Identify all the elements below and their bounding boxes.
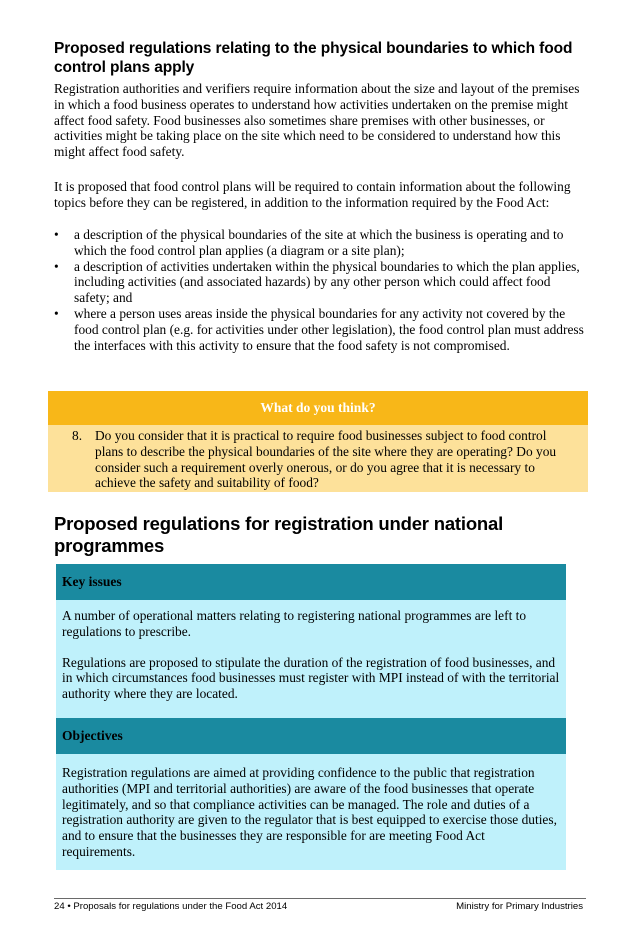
- footer-divider: [54, 898, 586, 899]
- bullet-text: a description of activities undertaken within the physical boundaries to which the plan applies, including activities (and associated hazards) by any other person which could affect food safety; and: [74, 258, 580, 306]
- paragraph-proposal-intro: It is proposed that food control plans will be required to contain information about the following topics before they can be registered, in addition to the information required by the Food Act:: [54, 179, 571, 210]
- bullet-text: a description of the physical boundaries of the site at which the business is operating and to which the food control plan applies (a diagram or a site plan);: [74, 227, 564, 258]
- consultation-question: [72, 428, 578, 491]
- key-issues-paragraph: Regulations are proposed to stipulate the duration of the registration of food businesses, and in which circumstances food businesses must register with MPI instead of with the territorial authority where they are located.: [62, 654, 560, 702]
- footer-page-info: 24 • Proposals for regulations under the Food Act 2014: [54, 901, 288, 912]
- what-do-you-think-box: [48, 425, 588, 492]
- bullet-item: [54, 259, 586, 306]
- bullet-item: [54, 227, 586, 259]
- bullet-symbol: •: [54, 227, 59, 242]
- bullet-text: where a person uses areas inside the physical boundaries for any activity not covered by the food control plan (e.g. for activities under other legislation), the food control plan must address the interfaces with this activity to ensure that the food safety is not compromised.: [74, 305, 584, 353]
- paragraph-premises-info: Registration authorities and verifiers require information about the size and layout of the premises in which a food business operates to understand how activities undertaken on the premise might affect food safety. Food businesses also sometimes share premises with other businesses, or activities might be taking place on the site which need to be considered to understand how this might affect food safety.: [54, 81, 580, 160]
- requirements-bullet-list: [54, 227, 586, 353]
- objectives-paragraph: Registration regulations are aimed at providing confidence to the public that registration authorities (MPI and territorial authorities) are aware of the food businesses that operate legitimately, and so that compliance activities can be managed. The role and duties of a registration authority are given to the regulator that is best equipped to exercise those duties, and to ensure that the businesses they are responsible for are meeting Food Act requirements.: [62, 765, 557, 859]
- section-heading-national-programmes: Proposed regulations for registration under national programmes: [54, 513, 504, 556]
- objectives-header: Objectives: [56, 718, 566, 754]
- bullet-symbol: •: [54, 305, 59, 321]
- section-heading-physical-boundaries: Proposed regulations relating to the physical boundaries to which food control plans apply: [54, 40, 573, 76]
- bullet-symbol: •: [54, 258, 59, 274]
- key-issues-box: [56, 600, 566, 718]
- objectives-box: [56, 754, 566, 870]
- what-do-you-think-header: What do you think?: [48, 391, 588, 425]
- footer-publisher: Ministry for Primary Industries: [456, 901, 583, 912]
- question-text: Do you consider that it is practical to require food businesses subject to food control plans to describe the physical boundaries of the site where they are operating? Do you consider such a requirement overly onerous, or do you agree that it is necessary to achieve the safety and suitability of food?: [95, 428, 557, 491]
- key-issues-paragraph: A number of operational matters relating to registering national programmes are left to regulations to prescribe.: [62, 608, 527, 639]
- key-issues-header: Key issues: [56, 564, 566, 600]
- question-number: 8.: [72, 428, 83, 443]
- bullet-item: [54, 306, 586, 353]
